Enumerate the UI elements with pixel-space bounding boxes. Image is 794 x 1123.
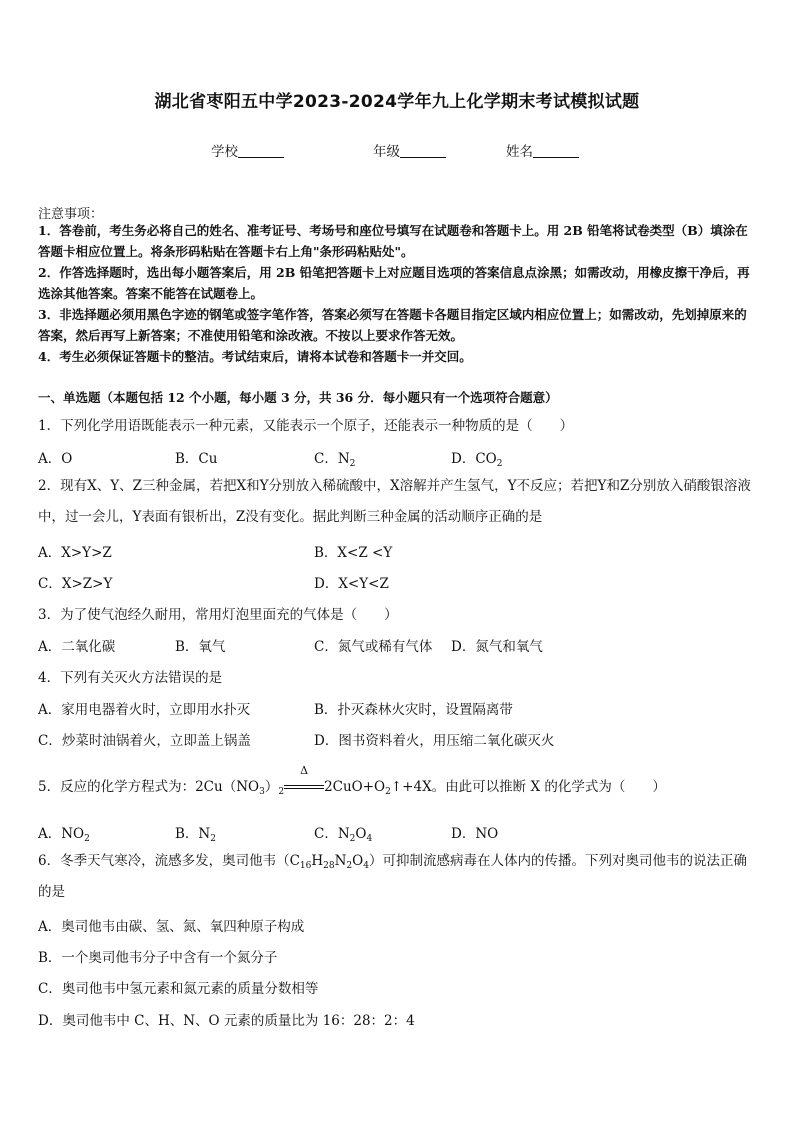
- q6-option-b: B．一个奥司他韦分子中含有一个氮分子: [38, 950, 278, 966]
- school-field: 学校: [211, 140, 284, 160]
- note-1: 1．答卷前，考生务必将自己的姓名、准考证号、考场号和座位号填写在试题卷和答题卡上。用 2B 铅笔将试卷类型（B）填涂在答题卡相应位置上。将条形码粘贴在答题卡右上角"条形码粘贴处"。: [38, 223, 748, 259]
- q3-option-a: A．二氧化碳: [38, 639, 116, 655]
- q1-stem: 1．下列化学用语既能表示一种元素，又能表示一个原子，还能表示一种物质的是（ ）: [38, 418, 574, 434]
- q2-option-b: B．X<Z <Y: [314, 545, 393, 561]
- q4-option-a: A．家用电器着火时，立即用水扑灭: [38, 702, 251, 718]
- q5-stem: 5．反应的化学方程式为：$2Cu(NO_3)_2$ Δ $2CuO+O_2↑+4X$。由此可以推断 X 的化学式为（ ）: [38, 763, 666, 797]
- q6-stem: 6．冬季天气寒冷，流感多发，奥司他韦$(C_{16}H_{28}N_2O_4)$可抑制流感病毒在人体内的传播。下列对奥司他韦的说法正确的是: [38, 853, 747, 900]
- q4-option-c: C．炒菜时油锅着火，立即盖上锅盖: [38, 733, 251, 749]
- q4-option-d: D．图书资料着火，用压缩二氧化碳灭火: [314, 733, 555, 749]
- heat-equals-sign: Δ: [284, 781, 324, 795]
- q1-option-c: C．$N_2$: [314, 451, 356, 469]
- q5-option-a: A．$NO_2$: [38, 826, 90, 844]
- note-3: 3．非选择题必须用黑色字迹的钢笔或签字笔作答，答案必须写在答题卡各题目指定区域内相应位置上；如需改动，先划掉原来的答案，然后再写上新答案；不准使用铅笔和涂改液。不按以上要求作答无效。: [38, 307, 747, 343]
- q1-option-d: D．$CO_2$: [451, 451, 503, 469]
- grade-blank[interactable]: [400, 143, 446, 158]
- note-2: 2．作答选择题时，选出每小题答案后，用 2B 铅笔把答题卡上对应题目选项的答案信息点涂黑；如需改动，用橡皮擦干净后，再选涂其他答案。答案不能答在试题卷上。: [38, 265, 750, 301]
- section-heading: 一、单选题（本题包括 12 个小题，每小题 3 分，共 36 分．每小题只有一个选项符合题意）: [38, 390, 558, 405]
- q5-option-b: B．$N_2$: [175, 826, 216, 844]
- q3-option-d: D．氮气和氧气: [451, 639, 543, 655]
- q4-stem: 4．下列有关灭火方法错误的是: [38, 670, 223, 686]
- q3-option-c: C．氮气或稀有气体: [314, 639, 433, 655]
- grade-field: 年级: [373, 140, 446, 160]
- name-blank[interactable]: [533, 143, 579, 158]
- q3-option-b: B．氧气: [175, 639, 226, 655]
- q1-option-a: A．O: [38, 451, 73, 467]
- q2-option-d: D．X<Y<Z: [314, 576, 389, 592]
- note-4: 4．考生必须保证答题卡的整洁。考试结束后，请将本试卷和答题卡一并交回。: [38, 349, 472, 364]
- school-blank[interactable]: [238, 143, 284, 158]
- q5-option-c: C．$N_2O_4$: [314, 826, 373, 844]
- q2-option-a: A．X>Y>Z: [38, 545, 112, 561]
- exam-title: 湖北省枣阳五中学2023-2024学年九上化学期末考试模拟试题: [154, 92, 640, 112]
- q6-option-a: A．奥司他韦由碳、氢、氮、氧四种原子构成: [38, 919, 305, 935]
- q6-option-c: C．奥司他韦中氢元素和氮元素的质量分数相等: [38, 981, 319, 997]
- q2-stem: 2．现有X、Y、Z三种金属，若把X和Y分别放入稀硫酸中，X溶解并产生氢气，Y不反应；若把Y和Z分别放入硝酸银溶液中，过一会儿，Y表面有银析出，Z没有变化。据此判断三种金属的活动顺序正确的是: [38, 478, 751, 525]
- q1-option-b: B．Cu: [175, 451, 218, 467]
- q3-stem: 3．为了使气泡经久耐用，常用灯泡里面充的气体是（ ）: [38, 607, 398, 623]
- q5-option-d: D．NO: [451, 826, 499, 842]
- notes-heading: 注意事项：: [38, 207, 104, 222]
- name-field: 姓名: [506, 140, 579, 160]
- q2-option-c: C．X>Z>Y: [38, 576, 113, 592]
- q4-option-b: B．扑灭森林火灾时，设置隔离带: [314, 702, 513, 718]
- q6-option-d: D．奥司他韦中 C、H、N、O 元素的质量比为 16：28：2：4: [38, 1013, 415, 1029]
